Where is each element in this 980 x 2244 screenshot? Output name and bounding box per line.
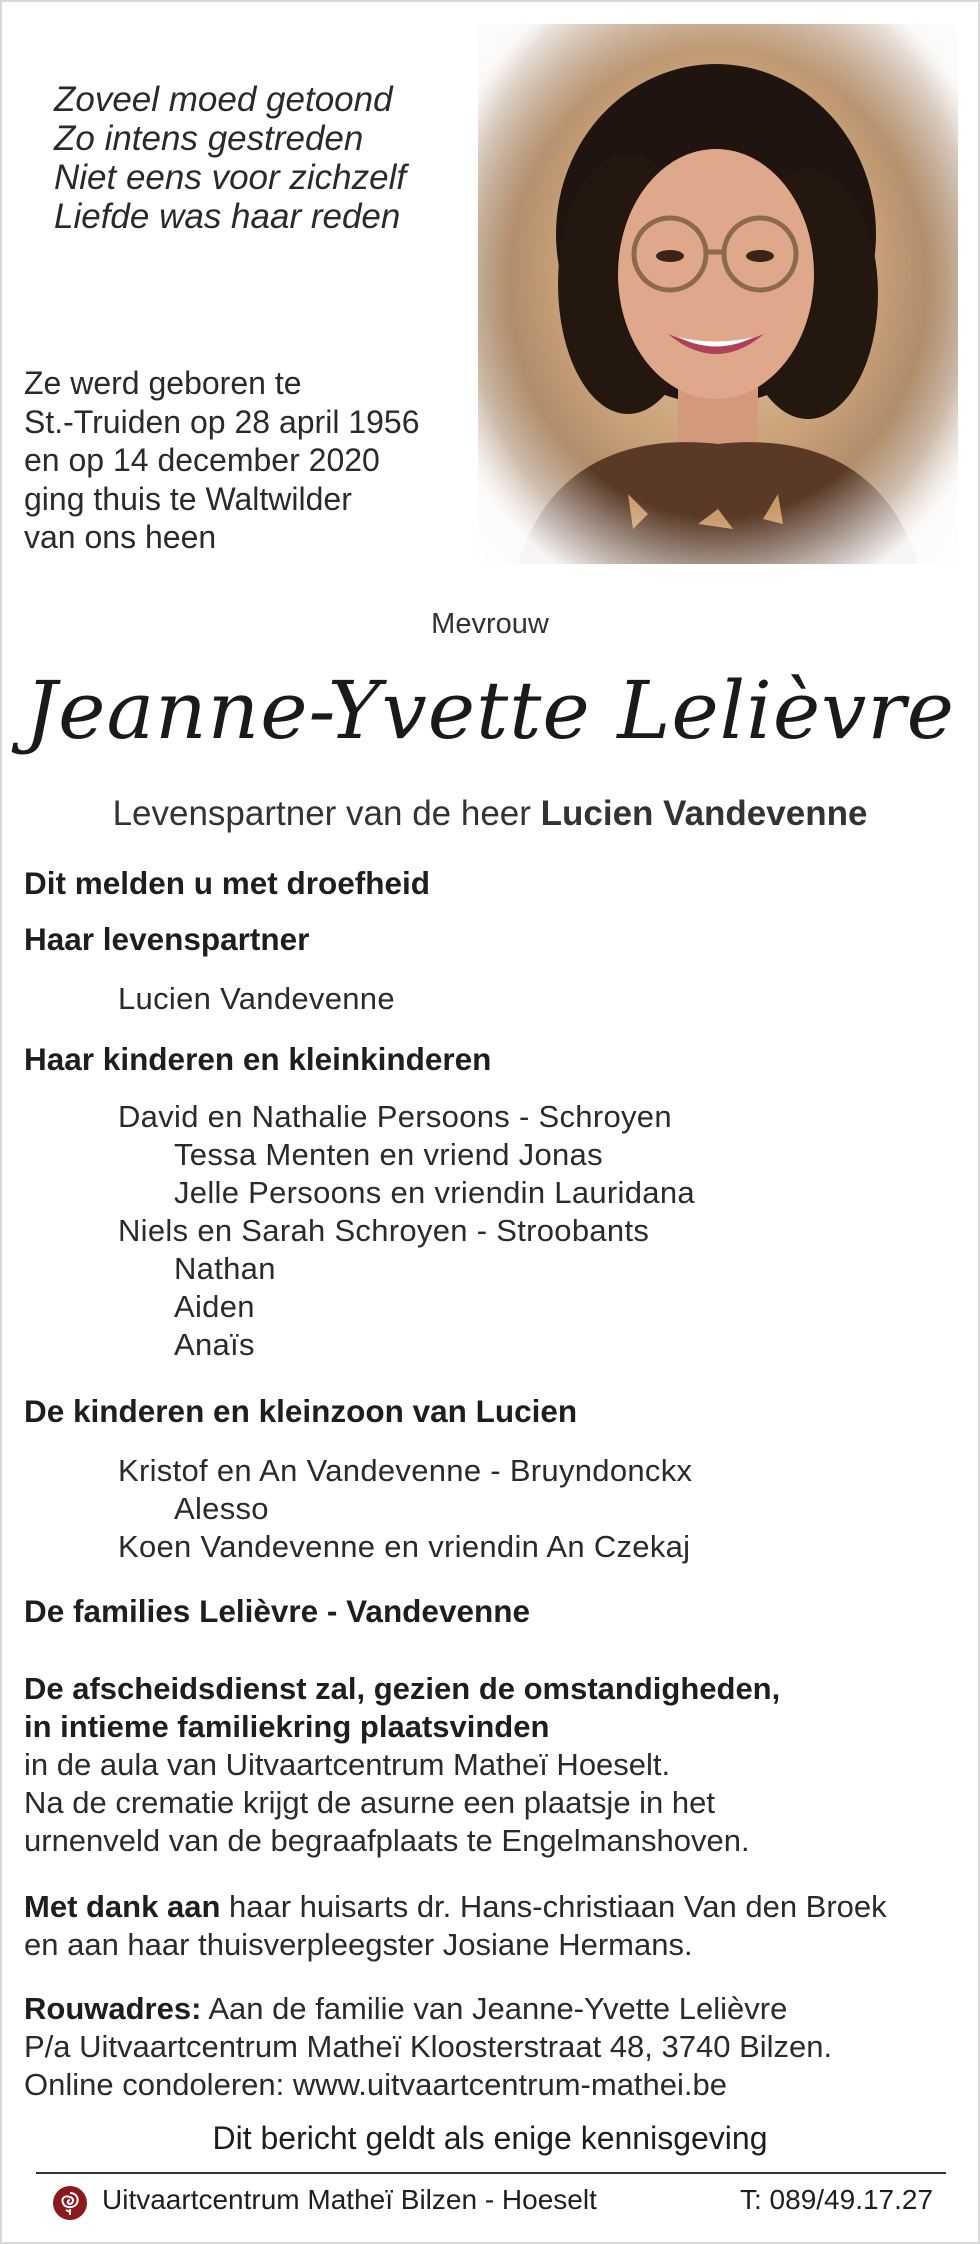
footer-divider xyxy=(36,2172,946,2174)
service-line: in de aula van Uitvaartcentrum Matheï Hoeselt. xyxy=(24,1747,671,1782)
family-entry: Nathan xyxy=(174,1251,276,1286)
families-heading: De families Lelièvre - Vandevenne xyxy=(24,1593,530,1629)
address-line xyxy=(24,1990,787,2028)
birth-line: St.-Truiden op 28 april 1956 xyxy=(24,403,420,440)
family-entry: Jelle Persoons en vriendin Lauridana xyxy=(174,1175,695,1210)
poem xyxy=(54,80,406,236)
family-entry: Tessa Menten en vriend Jonas xyxy=(174,1137,603,1172)
service-line xyxy=(24,1708,549,1746)
funeral-home-phone: T: 089/49.17.27 xyxy=(740,2184,934,2215)
family-entry: Lucien Vandevenne xyxy=(118,981,395,1016)
address-line: P/a Uitvaartcentrum Matheï Kloosterstraat 48, 3740 Bilzen. xyxy=(24,2029,833,2064)
thanks-line: en aan haar thuisverpleegster Josiane Hermans. xyxy=(24,1927,693,1962)
thanks-label: Met dank aan xyxy=(24,1889,221,1924)
children-heading: Haar kinderen en kleinkinderen xyxy=(24,1041,492,1077)
address-label: Rouwadres: xyxy=(24,1991,202,2026)
birth-death-text xyxy=(24,364,420,557)
partner-heading: Haar levenspartner xyxy=(24,921,310,957)
family-entry: Aiden xyxy=(174,1289,255,1324)
service-line: urnenveld van de begraafplaats te Engelmanshoven. xyxy=(24,1823,750,1858)
rose-logo-icon xyxy=(52,2185,88,2221)
condolence-line: Online condoleren: www.uitvaartcentrum-mathei.be xyxy=(24,2067,728,2102)
thanks-text: haar huisarts dr. Hans-christiaan Van den Broek xyxy=(220,1889,887,1924)
family-entry: Niels en Sarah Schroyen - Stroobants xyxy=(118,1213,650,1248)
lucien-heading: De kinderen en kleinzoon van Lucien xyxy=(24,1393,578,1429)
deceased-name: Jeanne-Yvette Lelièvre xyxy=(25,664,955,757)
poem-line: Zoveel moed getoond xyxy=(54,80,393,119)
poem-line: Zo intens gestreden xyxy=(54,119,364,158)
birth-line: ging thuis te Waltwilder xyxy=(24,480,352,517)
honorific: Mevrouw xyxy=(431,608,549,640)
poem-line: Niet eens voor zichzelf xyxy=(54,158,407,197)
partner-line xyxy=(2,794,978,834)
partner-prefix: Levenspartner van de heer xyxy=(112,794,531,833)
thanks-line xyxy=(24,1888,887,1926)
family-entry: Kristof en An Vandevenne - Bruyndonckx xyxy=(118,1453,693,1488)
address-text: Aan de familie van Jeanne-Yvette Lelièvre xyxy=(201,1991,788,2026)
portrait-photo xyxy=(478,24,958,564)
partner-name: Lucien Vandevenne xyxy=(540,794,868,833)
birth-line: van ons heen xyxy=(24,519,217,555)
family-entry: Koen Vandevenne en vriendin An Czekaj xyxy=(118,1529,691,1564)
birth-line: Ze werd geboren te xyxy=(24,365,302,401)
poem-line: Liefde was haar reden xyxy=(54,197,401,236)
service-bold: De afscheidsdienst zal, gezien de omstandigheden, xyxy=(24,1671,781,1706)
birth-line: en op 14 december 2020 xyxy=(24,442,380,478)
family-entry: David en Nathalie Persoons - Schroyen xyxy=(118,1099,672,1134)
family-entry: Anaïs xyxy=(174,1327,255,1362)
announce-heading: Dit melden u met droefheid xyxy=(24,865,431,901)
funeral-home-name: Uitvaartcentrum Matheï Bilzen - Hoeselt xyxy=(102,2184,597,2215)
notice-text: Dit bericht geldt als enige kennisgeving xyxy=(212,2120,768,2156)
service-line xyxy=(24,1670,780,1708)
service-line: Na de crematie krijgt de asurne een plaatsje in het xyxy=(24,1785,716,1820)
family-entry: Alesso xyxy=(174,1491,269,1526)
portrait-illustration xyxy=(478,24,958,564)
service-bold: in intieme familiekring plaatsvinden xyxy=(24,1709,550,1744)
